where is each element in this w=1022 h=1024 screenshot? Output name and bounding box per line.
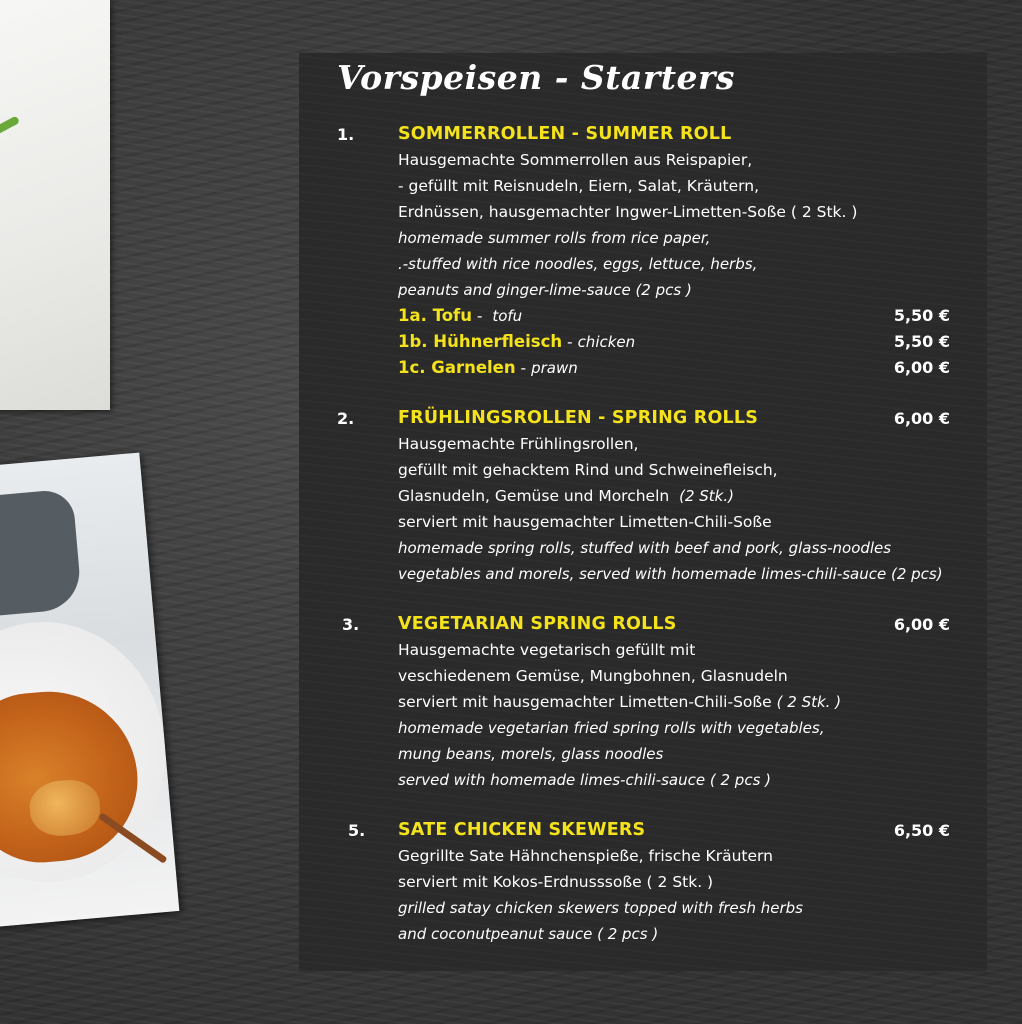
item-description-de	[398, 693, 841, 711]
portion-note: (2 Stk.)	[679, 487, 734, 505]
item-description-de: Hausgemachte Sommerrollen aus Reispapier,	[398, 151, 753, 169]
bowl	[0, 489, 83, 620]
item-description-en: and coconutpeanut sauce ( 2 pcs )	[398, 925, 659, 943]
item-description-de: Erdnüssen, hausgemachter Ingwer-Limetten-Soße ( 2 Stk. )	[398, 203, 858, 221]
item-price: 6,50 €	[893, 821, 950, 840]
item-description-de: Hausgemachte vegetarisch gefüllt mit	[398, 641, 696, 659]
description-text: serviert mit hausgemachter Limetten-Chili-Soße	[398, 693, 772, 711]
item-name: SOMMERROLLEN - SUMMER ROLL	[398, 124, 732, 144]
item-number: 2.	[337, 409, 355, 428]
variant-separator: -	[471, 307, 493, 325]
food-photo-skewers	[0, 453, 179, 929]
variant-row	[398, 306, 522, 325]
variant-name-en: tofu	[492, 307, 523, 325]
variant-price: 5,50 €	[893, 306, 950, 325]
item-number: 5.	[348, 821, 366, 840]
item-number: 1.	[337, 125, 355, 144]
herb-garnish	[0, 115, 20, 136]
item-number: 3.	[342, 615, 360, 634]
item-name: VEGETARIAN SPRING ROLLS	[398, 614, 677, 634]
portion-note: ( 2 Stk. )	[776, 693, 842, 711]
variant-name: 1c. Garnelen	[398, 358, 516, 377]
item-description-en: homemade spring rolls, stuffed with beef and pork, glass-noodles	[398, 539, 892, 557]
variant-price: 5,50 €	[893, 332, 950, 351]
item-description-en: served with homemade limes-chili-sauce ( 2 pcs )	[398, 771, 772, 789]
item-description-de: serviert mit Kokos-Erdnusssoße ( 2 Stk. )	[398, 873, 714, 891]
variant-price: 6,00 €	[893, 358, 950, 377]
description-text: Glasnudeln, Gemüse und Morcheln	[398, 487, 670, 505]
menu-title: Vorspeisen - Starters	[337, 58, 735, 97]
item-description-de: veschiedenem Gemüse, Mungbohnen, Glasnudeln	[398, 667, 788, 685]
item-description-en: vegetables and morels, served with homemade limes-chili-sauce (2 pcs)	[398, 565, 943, 583]
variant-row	[398, 332, 635, 351]
item-description-de: - gefüllt mit Reisnudeln, Eiern, Salat, Kräutern,	[398, 177, 760, 195]
item-description-en: peanuts and ginger-lime-sauce (2 pcs )	[398, 281, 692, 299]
variant-name-en: prawn	[531, 359, 578, 377]
variant-row	[398, 358, 578, 377]
item-description-en: mung beans, morels, glass noodles	[398, 745, 664, 763]
variant-name: 1a. Tofu	[398, 306, 472, 325]
item-description-de: serviert mit hausgemachter Limetten-Chili-Soße	[398, 513, 772, 531]
item-description-en: homemade vegetarian fried spring rolls with vegetables,	[398, 719, 825, 737]
item-price: 6,00 €	[893, 409, 950, 428]
item-name: SATE CHICKEN SKEWERS	[398, 820, 646, 840]
item-name: FRÜHLINGSROLLEN - SPRING ROLLS	[398, 408, 759, 428]
item-description-en: grilled satay chicken skewers topped with fresh herbs	[398, 899, 803, 917]
item-description-en: homemade summer rolls from rice paper,	[398, 229, 711, 247]
food-photo-top	[0, 0, 110, 410]
item-description-de: Hausgemachte Frühlingsrollen,	[398, 435, 639, 453]
variant-separator: -	[562, 333, 578, 351]
item-description-de: gefüllt mit gehacktem Rind und Schweinefleisch,	[398, 461, 778, 479]
item-description-en: .-stuffed with rice noodles, eggs, lettuce, herbs,	[398, 255, 758, 273]
item-description-de: Gegrillte Sate Hähnchenspieße, frische Kräutern	[398, 847, 773, 865]
variant-separator: -	[515, 359, 532, 377]
variant-name-en: chicken	[577, 333, 636, 351]
item-description-de	[398, 487, 734, 505]
variant-name: 1b. Hühnerfleisch	[398, 332, 563, 351]
item-price: 6,00 €	[893, 615, 950, 634]
